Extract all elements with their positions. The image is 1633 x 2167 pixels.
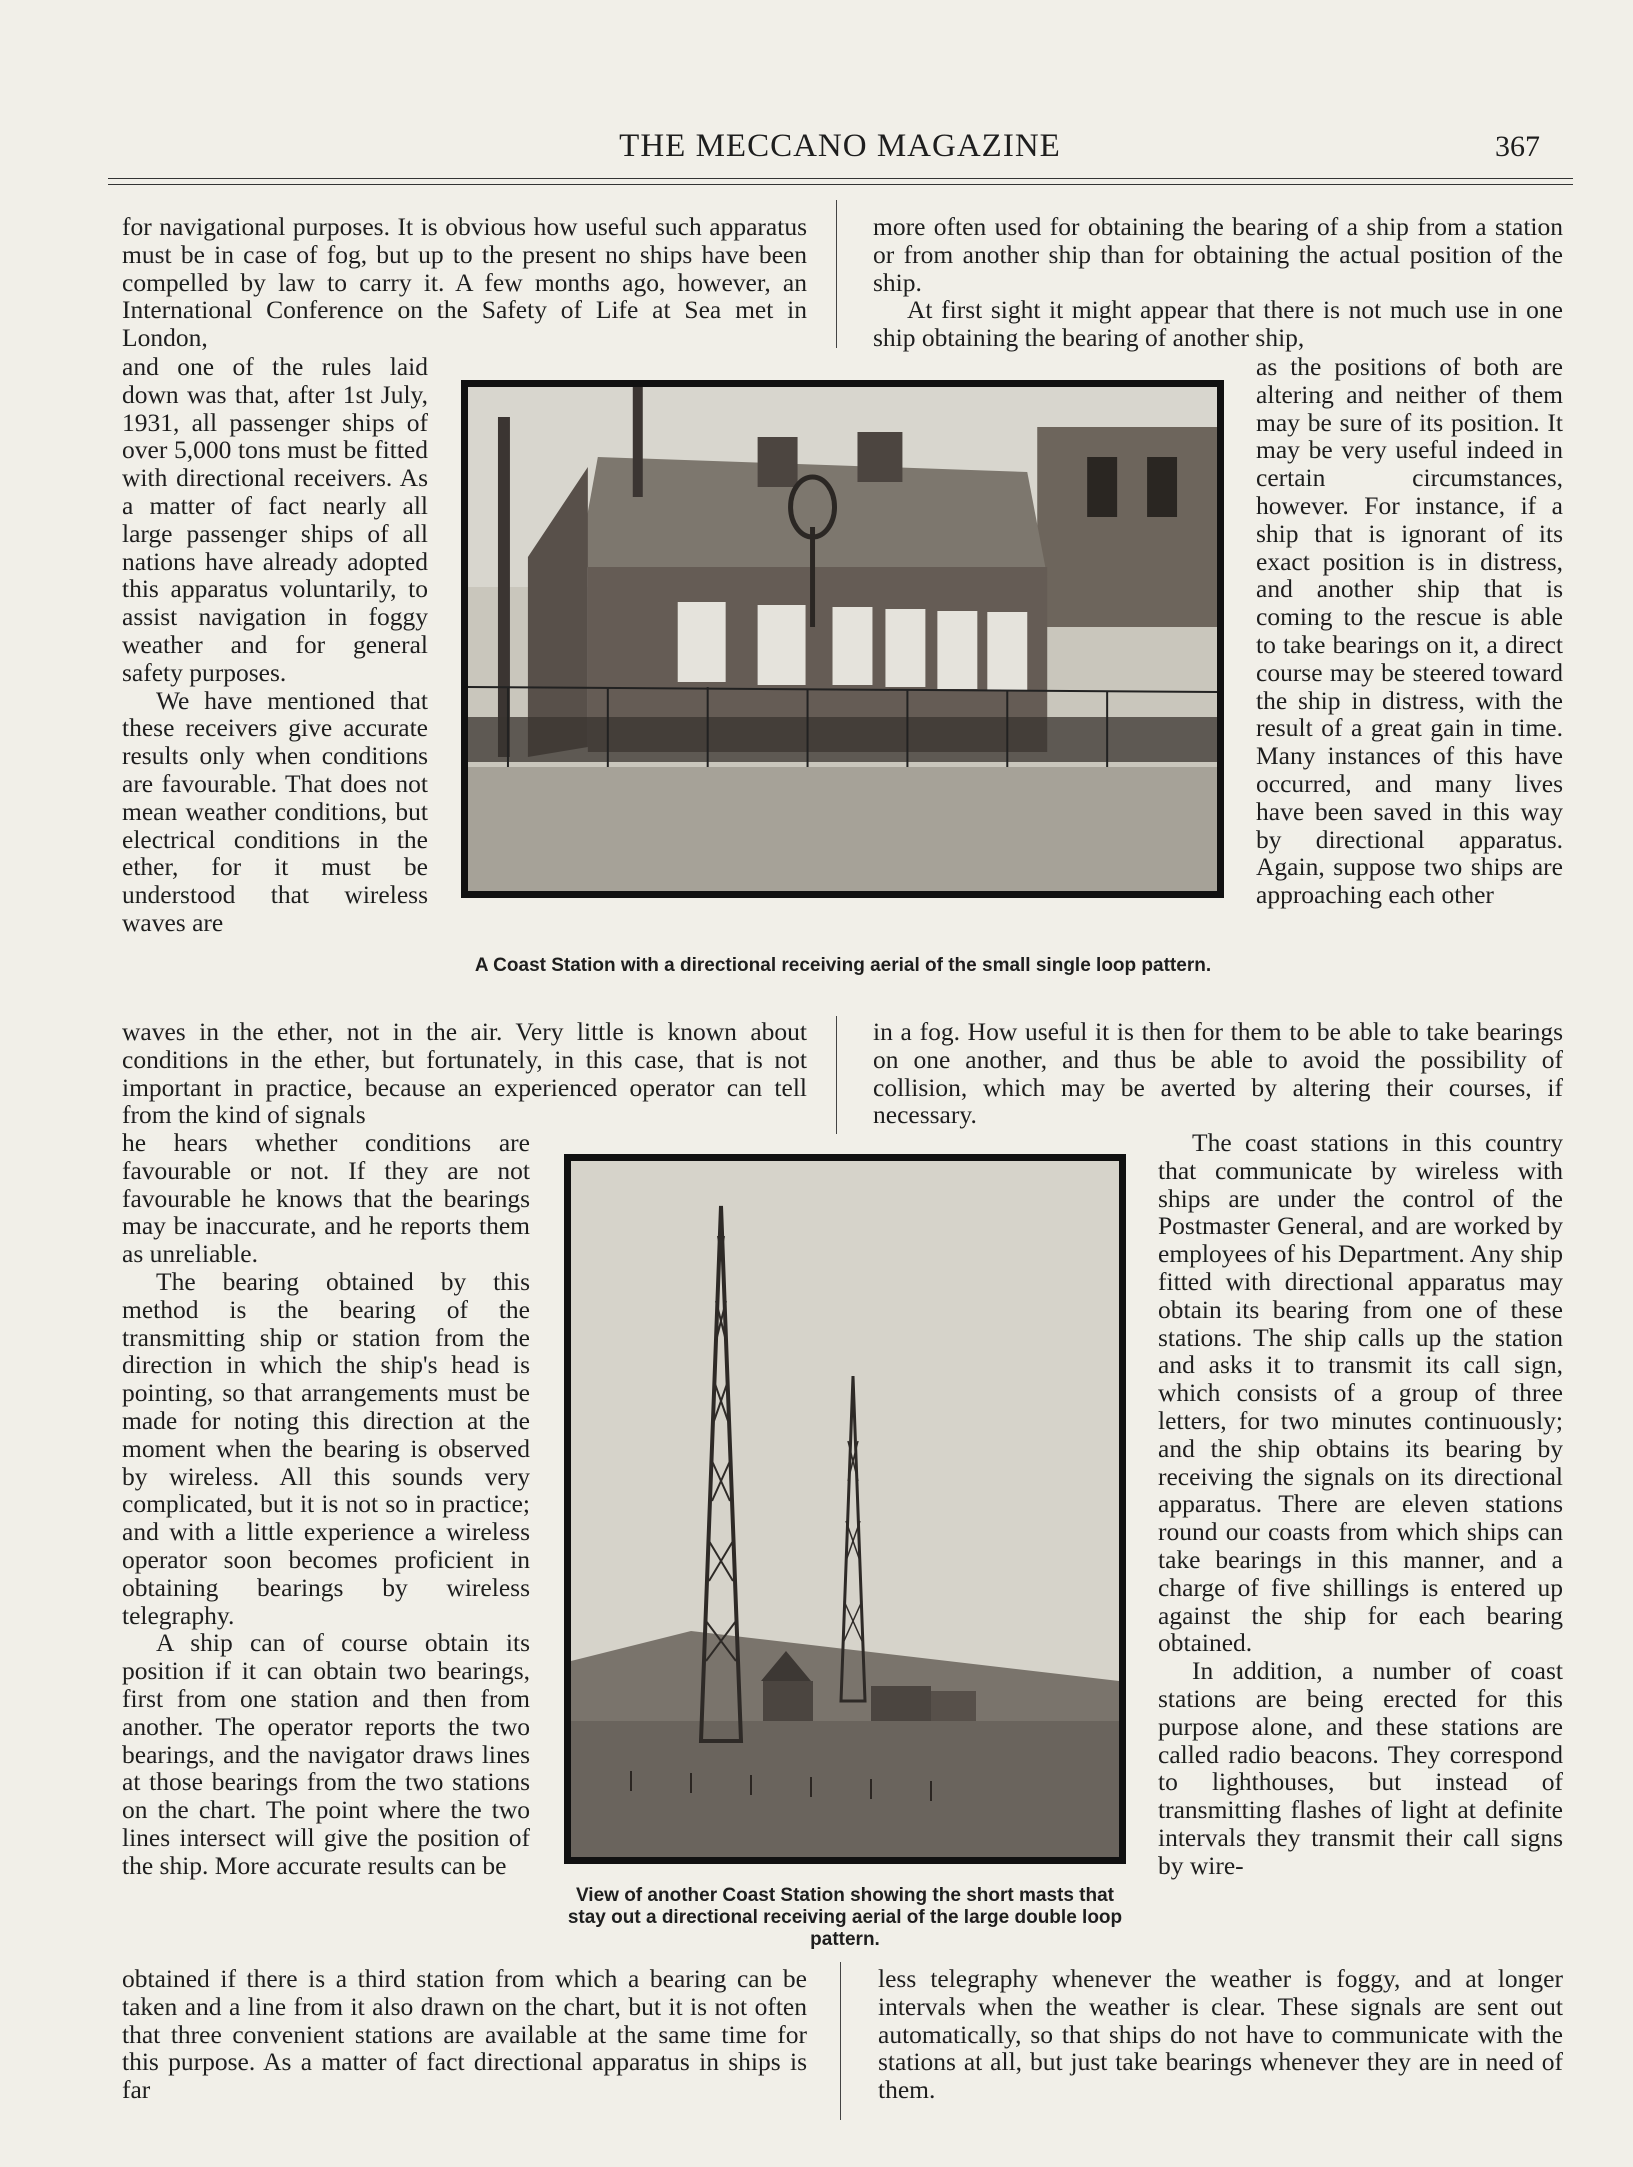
photo-caption-2: View of another Coast Station showing the short masts that stay out a directional receiving aerial of the large double loop pattern. <box>567 1885 1123 1950</box>
top-right-paragraphs: more often used for obtaining the bearing of a ship from a station or from another ship than for obtaining the actual position of the ship. At first sight it might appear that there is not much use in one ship obtaining the bearing of another ship, <box>873 212 1563 353</box>
bottom-right-paragraph: less telegraphy whenever the weather is foggy, and at longer intervals when the weather is clear. These signals are sent out automatically, so that ships do not have to communicate with the stations at all, but just take bearings whenever they are in need of them. <box>878 1964 1563 2105</box>
header-rule <box>108 178 1573 185</box>
wrap-right-paragraph: as the positions of both are altering and neither of them may be sure of its position. It may be very useful indeed in certain circumstances, however. For instance, if a ship that is ignorant of its exact position is in distress, and another ship that is coming to the rescue is able to take bearings on it, a direct course may be steered toward the ship in distress, with the result of a great gain in time. Many instances of this have occurred, and many lives have been saved in this way by directional apparatus. Again, suppose two ships are approaching each other <box>1256 352 1563 910</box>
column-divider <box>836 200 837 348</box>
bottom-left-paragraph: obtained if there is a third station from which a bearing can be taken and a line from it also drawn on the chart, but it is not often that three convenient stations are available at the same time for this purpose. As a matter of fact directional apparatus in ships is far <box>122 1964 807 2105</box>
masts-photo <box>564 1154 1126 1864</box>
radio-masts-image <box>571 1161 1119 1857</box>
wrap2-right-paragraphs: The coast stations in this country that communicate by wireless with ships are under the control of the Postmaster General, and are worked by employees of his Department. Any ship fitted with directional apparatus may obtain its bearing from one of these stations. The ship calls up the station and asks it to transmit its call sign, which consists of a group of three letters, for two minutes continuously; and the ship obtains its bearing by receiving the signals on its directional apparatus. There are eleven stations round our coasts from which ships can take bearings in this manner, and a charge of five shillings is entered up against the ship for each bearing obtained. In addition, a number of coast stations are being erected for this purpose alone, and these stations are called radio beacons. They correspond to lighthouses, but instead of transmitting flashes of light at definite intervals they transmit their call signs by wire- <box>1158 1128 1563 1880</box>
photo-caption-1: A Coast Station with a directional receiving aerial of the small single loop pattern. <box>474 955 1212 976</box>
page-header <box>100 128 1580 176</box>
wrap-left-paragraphs: and one of the rules laid down was that, after 1st July, 1931, all passenger ships of over 5,000 tons must be fitted with directional receivers. As a matter of fact nearly all large passenger ships of all nations have already adopted this apparatus voluntarily, to assist navigation in foggy weather and for general safety purposes. We have mentioned that these receivers give accurate results only when conditions are favourable. That does not mean weather conditions, but electrical conditions in the ether, for it must be understood that wireless waves are <box>122 352 428 937</box>
brick-building-image <box>468 387 1217 891</box>
mid-right-paragraph: in a fog. How useful it is then for them to be able to take bearings on one another, and thus be able to avoid the possibility of collision, which may be averted by altering their courses, if necessary. <box>873 1017 1563 1130</box>
wrap2-left-paragraphs: he hears whether conditions are favourable or not. If they are not favourable he knows that the bearings may be inaccurate, and he reports them as unreliable. The bearing obtained by this method is the bearing of the transmitting ship or station from the direction in which the ship's head is pointing, so that arrangements must be made for noting this direction at the moment when the bearing is observed by wireless. All this sounds very complicated, but it is not so in practice; and with a little experience a wireless operator soon becomes proficient in obtaining bearings by wireless telegraphy. A ship can of course obtain its position if it can obtain two bearings, first from one station and then from another. The operator reports the two bearings, and the navigator draws lines at those bearings from the two stations on the chart. The point where the two lines intersect will give the position of the ship. More accurate results can be <box>122 1128 530 1880</box>
mid-left-paragraph: waves in the ether, not in the air. Very little is known about conditions in the ether, but fortunately, in this case, that is not important in practice, because an experienced operator can tell from the kind of signals <box>122 1017 807 1130</box>
magazine-title: THE MECCANO MAGAZINE <box>619 128 1061 164</box>
page-number: 367 <box>1495 130 1540 163</box>
top-left-paragraph: for navigational purposes. It is obvious how useful such apparatus must be in case of fog, but up to the present no ships have been compelled by law to carry it. A few months ago, however, an International Conference on the Safety of Life at Sea met in London, <box>122 212 807 353</box>
column-divider-mid <box>836 1016 837 1134</box>
column-divider-bottom <box>840 1962 841 2120</box>
coast-station-photo <box>461 380 1224 898</box>
